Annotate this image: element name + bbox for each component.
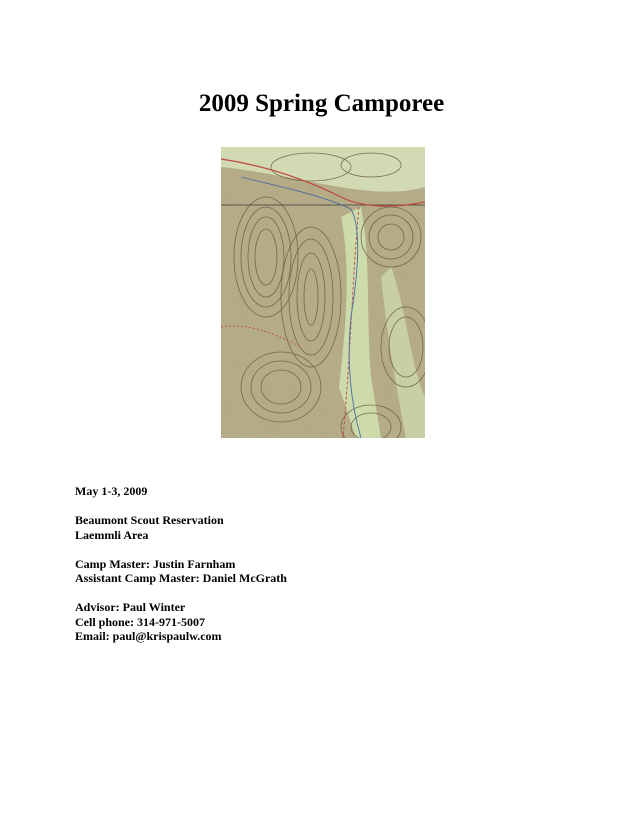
topographic-map-graphic — [221, 147, 425, 438]
event-details — [75, 484, 575, 658]
info-group — [75, 557, 575, 586]
info-line: Email: paul@krispaulw.com — [75, 629, 222, 643]
info-line: Advisor: Paul Winter — [75, 600, 186, 614]
info-line: Assistant Camp Master: Daniel McGrath — [75, 571, 287, 585]
info-line: May 1-3, 2009 — [75, 484, 148, 498]
info-line: Beaumont Scout Reservation — [75, 513, 224, 527]
page-title: 2009 Spring Camporee — [198, 90, 445, 117]
info-group — [75, 513, 575, 542]
info-line: Cell phone: 314-971-5007 — [75, 614, 205, 629]
info-line: Laemmli Area — [75, 527, 149, 542]
info-group — [75, 600, 575, 644]
topographic-map-image — [221, 147, 425, 438]
info-line: Camp Master: Justin Farnham — [75, 556, 236, 571]
info-group — [75, 484, 575, 499]
